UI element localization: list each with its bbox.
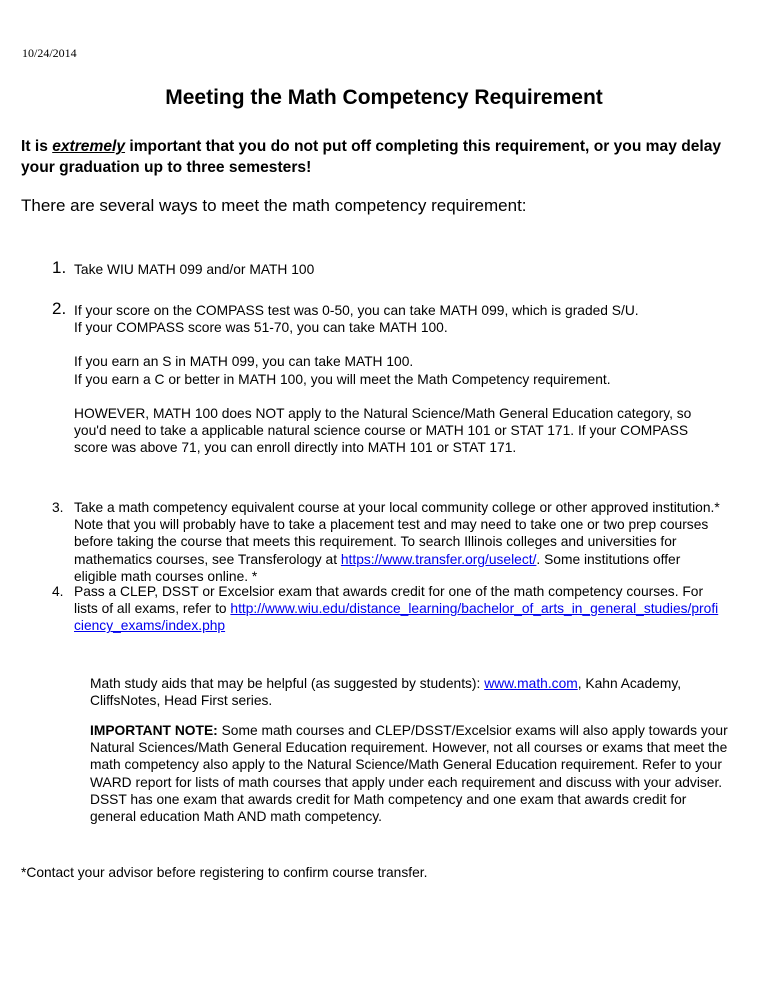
list-item-text: If your score on the COMPASS test was 0-50, you can take MATH 099, which is graded S/U. (74, 303, 639, 318)
list-item-text-part: Take a math competency equivalent course at your local community college or other approved institution.* Note that you will probably have to take a placement test and may need to take one or two prep courses before taking the course that meets this requirement. To search Illinois colleges and universities for mathematics courses, see Transferology at (74, 500, 720, 567)
warning-statement (21, 136, 741, 178)
list-item-4 (52, 583, 724, 635)
list-item-text: If you earn an S in MATH 099, you can take MATH 100. (74, 354, 414, 370)
warning-emphasis: extremely (52, 138, 126, 155)
list-item-text: If you earn a C or better in MATH 100, you will meet the Math Competency requirement. (74, 371, 611, 387)
list-item-text (74, 583, 724, 635)
proficiency-exams-link[interactable]: http://www.wiu.edu/distance_learning/bachelor_of_arts_in_general_studies/proficiency_exams/index.php (74, 601, 719, 634)
list-number: 3. (52, 500, 64, 515)
list-number: 1. (52, 258, 67, 277)
list-item-3 (52, 499, 724, 585)
list-item-text: HOWEVER, MATH 100 does NOT apply to the Natural Science/Math General Education category, so you'd need to take a applicable natural science course or MATH 101 or STAT 171. If your COMPASS score was above 71, you can enroll directly into MATH 101 or STAT 171. (74, 405, 692, 456)
page-title: Meeting the Math Competency Requirement (165, 86, 603, 109)
list-number: 4. (52, 584, 64, 599)
warning-before: It is (21, 138, 53, 155)
study-aids-text (90, 675, 730, 709)
intro-text: There are several ways to meet the math competency requirement: (21, 196, 527, 215)
list-item-text: If your COMPASS score was 51-70, you can take MATH 100. (74, 320, 448, 336)
study-aids-after: , Kahn Academy, CliffsNotes, Head First series. (90, 676, 682, 709)
list-item-text: Take WIU MATH 099 and/or MATH 100 (74, 262, 315, 277)
math-com-link[interactable]: www.math.com (484, 676, 578, 691)
document-date: 10/24/2014 (22, 46, 77, 60)
study-aids-before: Math study aids that may be helpful (as suggested by students): (90, 676, 485, 691)
list-item-1 (52, 258, 724, 278)
list-item-text-part: Pass a CLEP, DSST or Excelsior exam that awards credit for one of the math competency courses. For lists of all exams, refer to (74, 584, 704, 617)
warning-after: important that you do not put off completing this requirement, or you may delay your graduation up to three semesters! (21, 138, 722, 176)
list-item-text-part: . Some institutions offer eligible math courses online. * (74, 551, 681, 584)
list-item-text (74, 499, 724, 585)
footnote: *Contact your advisor before registering to confirm course transfer. (21, 865, 428, 880)
important-note (90, 722, 730, 825)
important-note-label: IMPORTANT NOTE: (90, 723, 218, 738)
important-note-text: Some math courses and CLEP/DSST/Excelsior exams will also apply towards your Natural Sciences/Math General Education requirement. However, not all courses or exams that meet the math competency also apply to the Natural Science/Math General Education requirement. Refer to your WARD report for lists of math courses that apply under each requirement and discuss with your adviser. DSST has one exam that awards credit for Math competency and one exam that awards credit for general education Math AND math competency. (90, 723, 728, 825)
list-number: 2. (52, 299, 67, 318)
transferology-link[interactable]: https://www.transfer.org/uselect/ (340, 551, 537, 567)
list-item-2 (52, 299, 724, 456)
